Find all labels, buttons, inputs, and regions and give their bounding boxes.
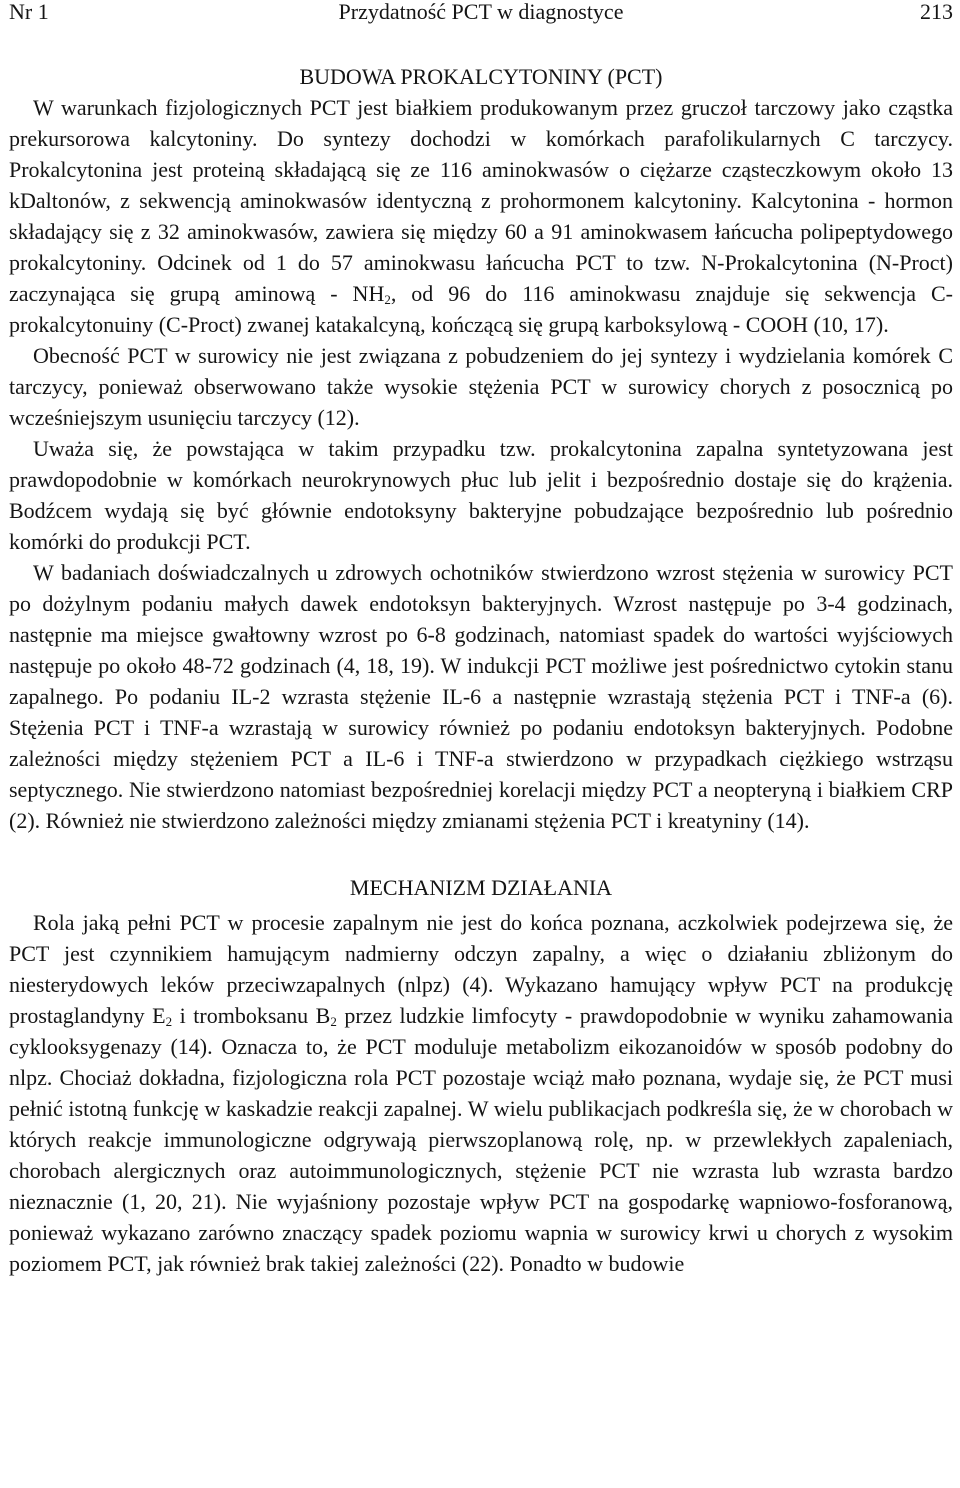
paragraph bbox=[9, 907, 953, 1279]
subscript: 2 bbox=[165, 1014, 173, 1029]
section-body-mechanism bbox=[9, 907, 953, 1279]
section-title-mechanism: MECHANIZM DZIAŁANIA bbox=[349, 875, 613, 900]
section-body-structure bbox=[9, 92, 953, 836]
subscript: 2 bbox=[384, 292, 391, 307]
paragraph: W badaniach doświadczalnych u zdrowych ochotników stwierdzono wzrost stężenia w surowicy PCT po dożylnym podaniu małych dawek endotoksyn bakteryjnych. Wzrost następuje po 3-4 godzinach, następnie ma miejsce gwałtowny wzrost po 6-8 godzinach, natomiast spadek do wartości wyjściowych następuje po około 48-72 godzinach (4, 18, 19). W indukcji PCT możliwe jest pośrednictwo cytokin stanu zapalnego. Po podaniu IL-2 wzrasta stężenie IL-6 a następnie wzrastają stężenia PCT i TNF-a (6). Stężenia PCT i TNF-a wzrastają w surowicy również po podaniu endotoksyn bakteryjnych. Podobne zależności między stężeniem PCT a IL-6 i TNF-a stwierdzono w przypadkach ciężkiego wstrząsu septycznego. Nie stwierdzono natomiast bezpośredniej korelacji między PCT a neopteryną i białkiem CRP (2). Również nie stwierdzono zależności między zmianami stężenia PCT i kreatyniny (14). bbox=[9, 560, 953, 833]
paragraph-text: przez ludzkie limfocyty - prawdopodobnie w wyniku zahamowania cyklooksygenazy (14). Oznacza to, że PCT moduluje metabolizm eikozanoidów w sposób podobny do nlpz. Chociaż dokładna, fizjologiczna rola PCT pozostaje wciąż mało poznana, wydaje się, że PCT musi pełnić istotną funkcję w kaskadzie reakcji zapalnej. W wielu publikacjach podkreśla się, że w chorobach w których reakcje immunologiczne odgrywają pierwszoplanową rolę, np. w przewlekłych zapaleniach, chorobach alergicznych oraz autoimmunologicznych, stężenie PCT nie wzrasta lub wzrasta bardzo nieznacznie (1, 20, 21). Nie wyjaśniony pozostaje wpływ PCT na gospodarkę wapniowo-fosforanową, ponieważ wykazano zarówno znaczący spadek poziomu wapnia w surowicy krwi u chorych z wysokim poziomem PCT, jak również brak takiej zależności (22). Ponadto w budowie bbox=[9, 1003, 953, 1276]
subscript: 2 bbox=[330, 1014, 337, 1029]
paragraph: Obecność PCT w surowicy nie jest związana z pobudzeniem do jej syntezy i wydzielania komórek C tarczycy, ponieważ obserwowano także wysokie stężenia PCT w surowicy chorych z posocznicą po wcześniejszym usunięciu tarczycy (12). bbox=[9, 343, 953, 430]
paragraph-text: Rola jaką pełni PCT w procesie zapalnym nie jest do końca poznana, aczkolwiek podejrzewa się, że PCT jest czynnikiem hamującym nadmierny odczyn zapalny, a więc o działaniu zbliżonym do niesterydowych leków przeciwzapalnych (nlpz) (4). Wykazano hamujący wpływ PCT na produkcję prostaglandyny E bbox=[9, 910, 953, 1028]
running-title: Przydatność PCT w diagnostyce bbox=[338, 0, 624, 24]
page-number: 213 bbox=[920, 0, 953, 24]
paragraph bbox=[9, 92, 953, 340]
paragraph-text: i tromboksanu B bbox=[172, 1003, 331, 1028]
section-title-structure: BUDOWA PROKALCYTONINY (PCT) bbox=[299, 64, 663, 89]
paragraph-text: W warunkach fizjologicznych PCT jest białkiem produkowanym przez gruczoł tarczowy jako cząstka prekursorowa kalcytoniny. Do syntezy dochodzi w komórkach parafolikularnych C tarczycy. Prokalcytonina jest proteiną składającą się ze 116 aminokwasów o ciężarze cząsteczkowym około 13 kDaltonów, z sekwencją aminokwasów identyczną z prohormonem kalcytoniny. Kalcytonina - hormon składający się z 32 aminokwasów, zawiera się między 60 a 91 aminokwasem łańcucha polipeptydowego prokalcytoniny. Odcinek od 1 do 57 aminokwasu łańcucha PCT to tzw. N-Prokalcytonina (N-Proct) zaczynająca się grupą aminową - NH bbox=[9, 95, 953, 306]
paragraph: Uważa się, że powstająca w takim przypadku tzw. prokalcytonina zapalna syntetyzowana jest prawdopodobnie w komórkach neurokrynowych płuc lub jelit i bezpośrednio dostaje się do krążenia. Bodźcem wydają się być głównie endotoksyny bakteryjne pobudzające bezpośrednio lub pośrednio komórki do produkcji PCT. bbox=[9, 436, 953, 554]
issue-number: Nr 1 bbox=[9, 0, 49, 24]
paragraph-text: , od 96 do 116 aminokwasu znajduje się sekwencja C-prokalcytonuiny (C-Proct) zwanej katakalcyną, kończącą się grupą karboksylową - COOH (10, 17). bbox=[9, 281, 953, 337]
running-header bbox=[9, 0, 953, 24]
